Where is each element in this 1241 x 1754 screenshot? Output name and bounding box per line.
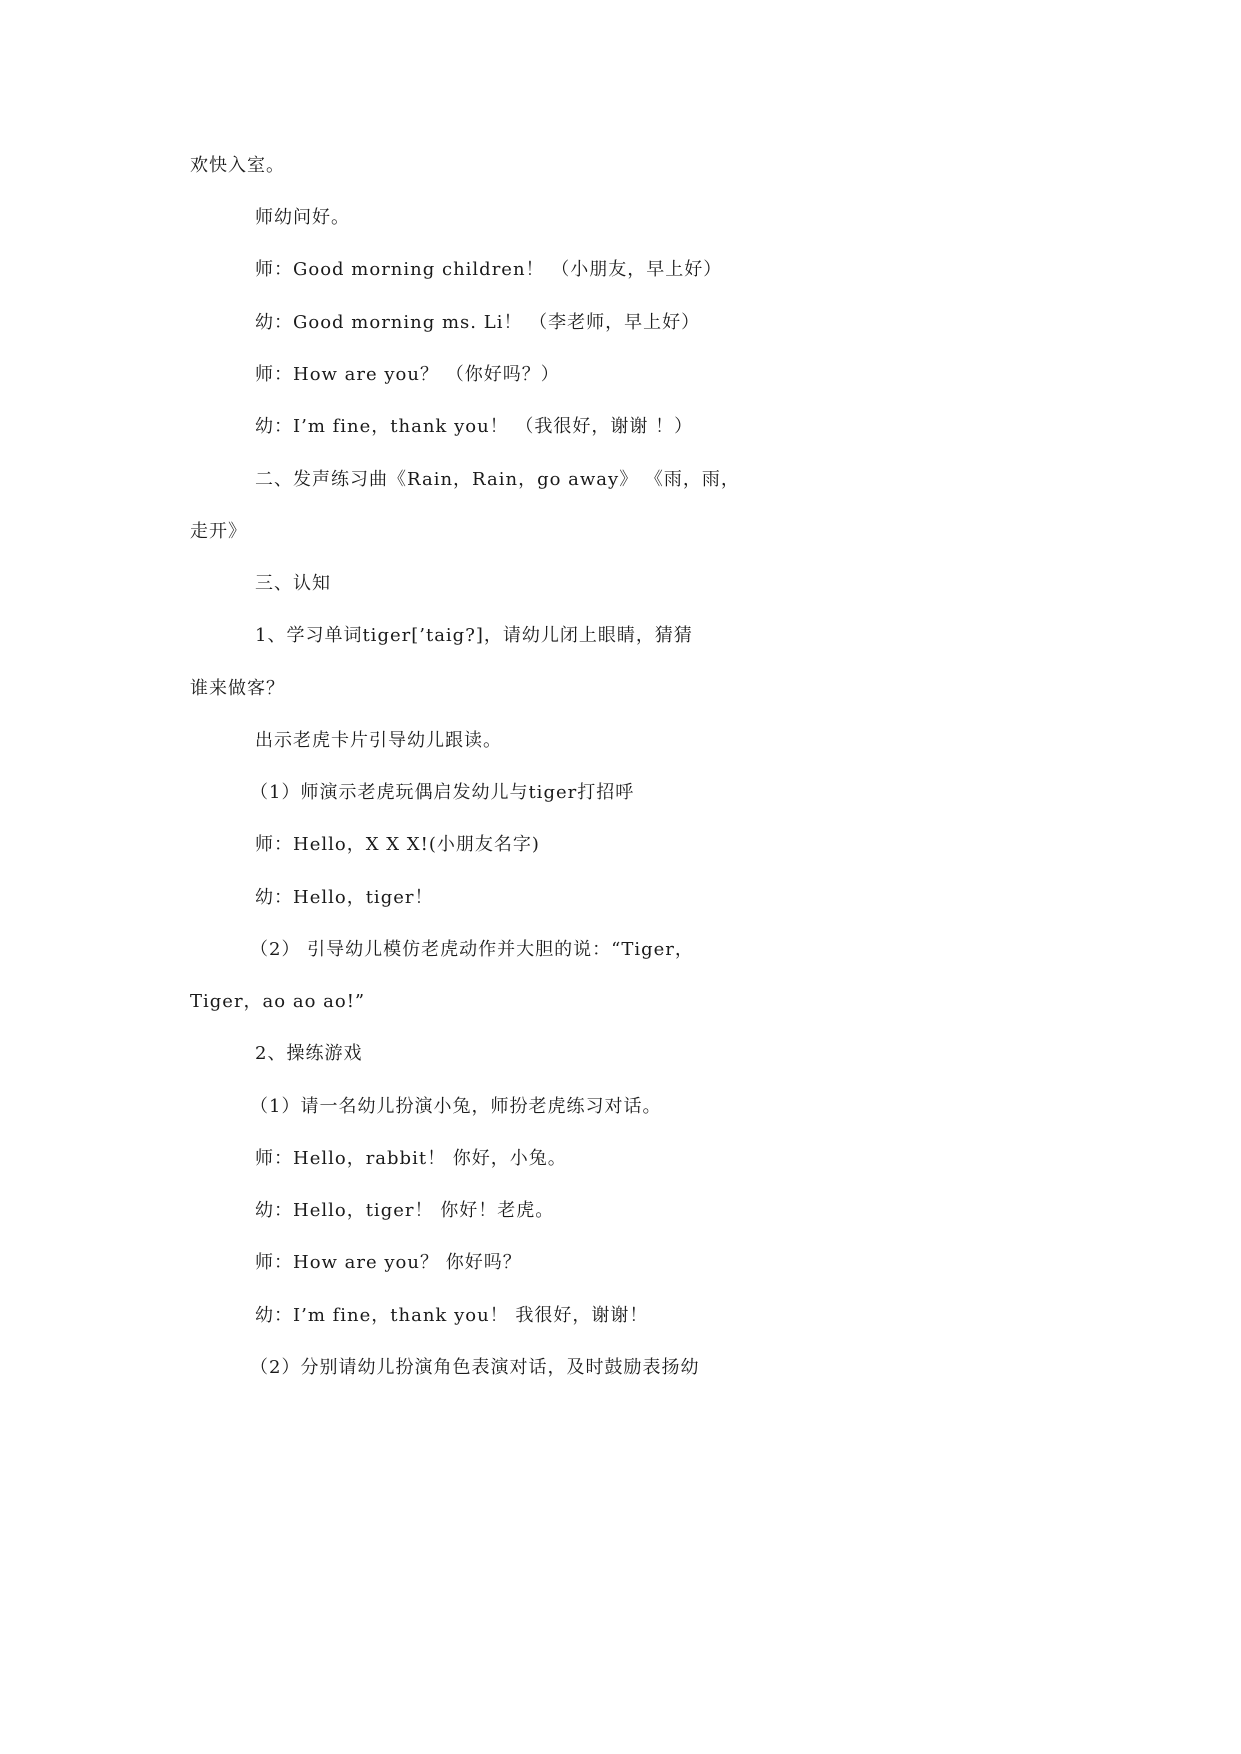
text-line: 幼：Good morning ms. Li！ （李老师，早上好）	[255, 312, 701, 333]
text-line: 二、发声练习曲《Rain，Rain，go away》 《雨，雨，	[255, 469, 740, 490]
text-line: 师：Hello，rabbit！ 你好，小兔。	[255, 1148, 567, 1169]
text-line: 师幼问好。	[255, 207, 350, 228]
text-line: 师：How are you？ （你好吗？）	[255, 364, 560, 385]
text-line: 师：Good morning children！ （小朋友，早上好）	[255, 259, 723, 280]
text-line: 欢快入室。	[190, 155, 285, 176]
text-line: 师：How are you？ 你好吗？	[255, 1252, 522, 1273]
text-line: （2） 引导幼儿模仿老虎动作并大胆的说：“Tiger，	[250, 939, 694, 960]
text-line: 1、学习单词tiger[’taig?]，请幼儿闭上眼睛，猜猜	[255, 625, 693, 646]
text-line: 谁来做客？	[190, 678, 285, 699]
text-line: （1）师演示老虎玩偶启发幼儿与tiger打招呼	[250, 782, 635, 803]
text-line: （2）分别请幼儿扮演角色表演对话，及时鼓励表扬幼	[250, 1357, 700, 1378]
text-line: 幼：Hello，tiger！ 你好！老虎。	[255, 1200, 555, 1221]
text-line: Tiger，ao ao ao!”	[190, 991, 366, 1012]
text-line: 2、操练游戏	[255, 1043, 363, 1064]
text-line: 走开》	[190, 521, 247, 542]
text-line: （1）请一名幼儿扮演小兔，师扮老虎练习对话。	[250, 1096, 662, 1117]
text-line: 三、认知	[255, 573, 331, 594]
text-line: 出示老虎卡片引导幼儿跟读。	[255, 730, 502, 751]
text-line: 幼：I’m fine，thank you！ （我很好，谢谢 ！）	[255, 416, 694, 437]
text-line: 幼：I’m fine，thank you！ 我很好，谢谢！	[255, 1305, 649, 1326]
text-line: 师：Hello，X X X!(小朋友名字)	[255, 834, 540, 855]
text-line: 幼：Hello，tiger！	[255, 887, 434, 908]
